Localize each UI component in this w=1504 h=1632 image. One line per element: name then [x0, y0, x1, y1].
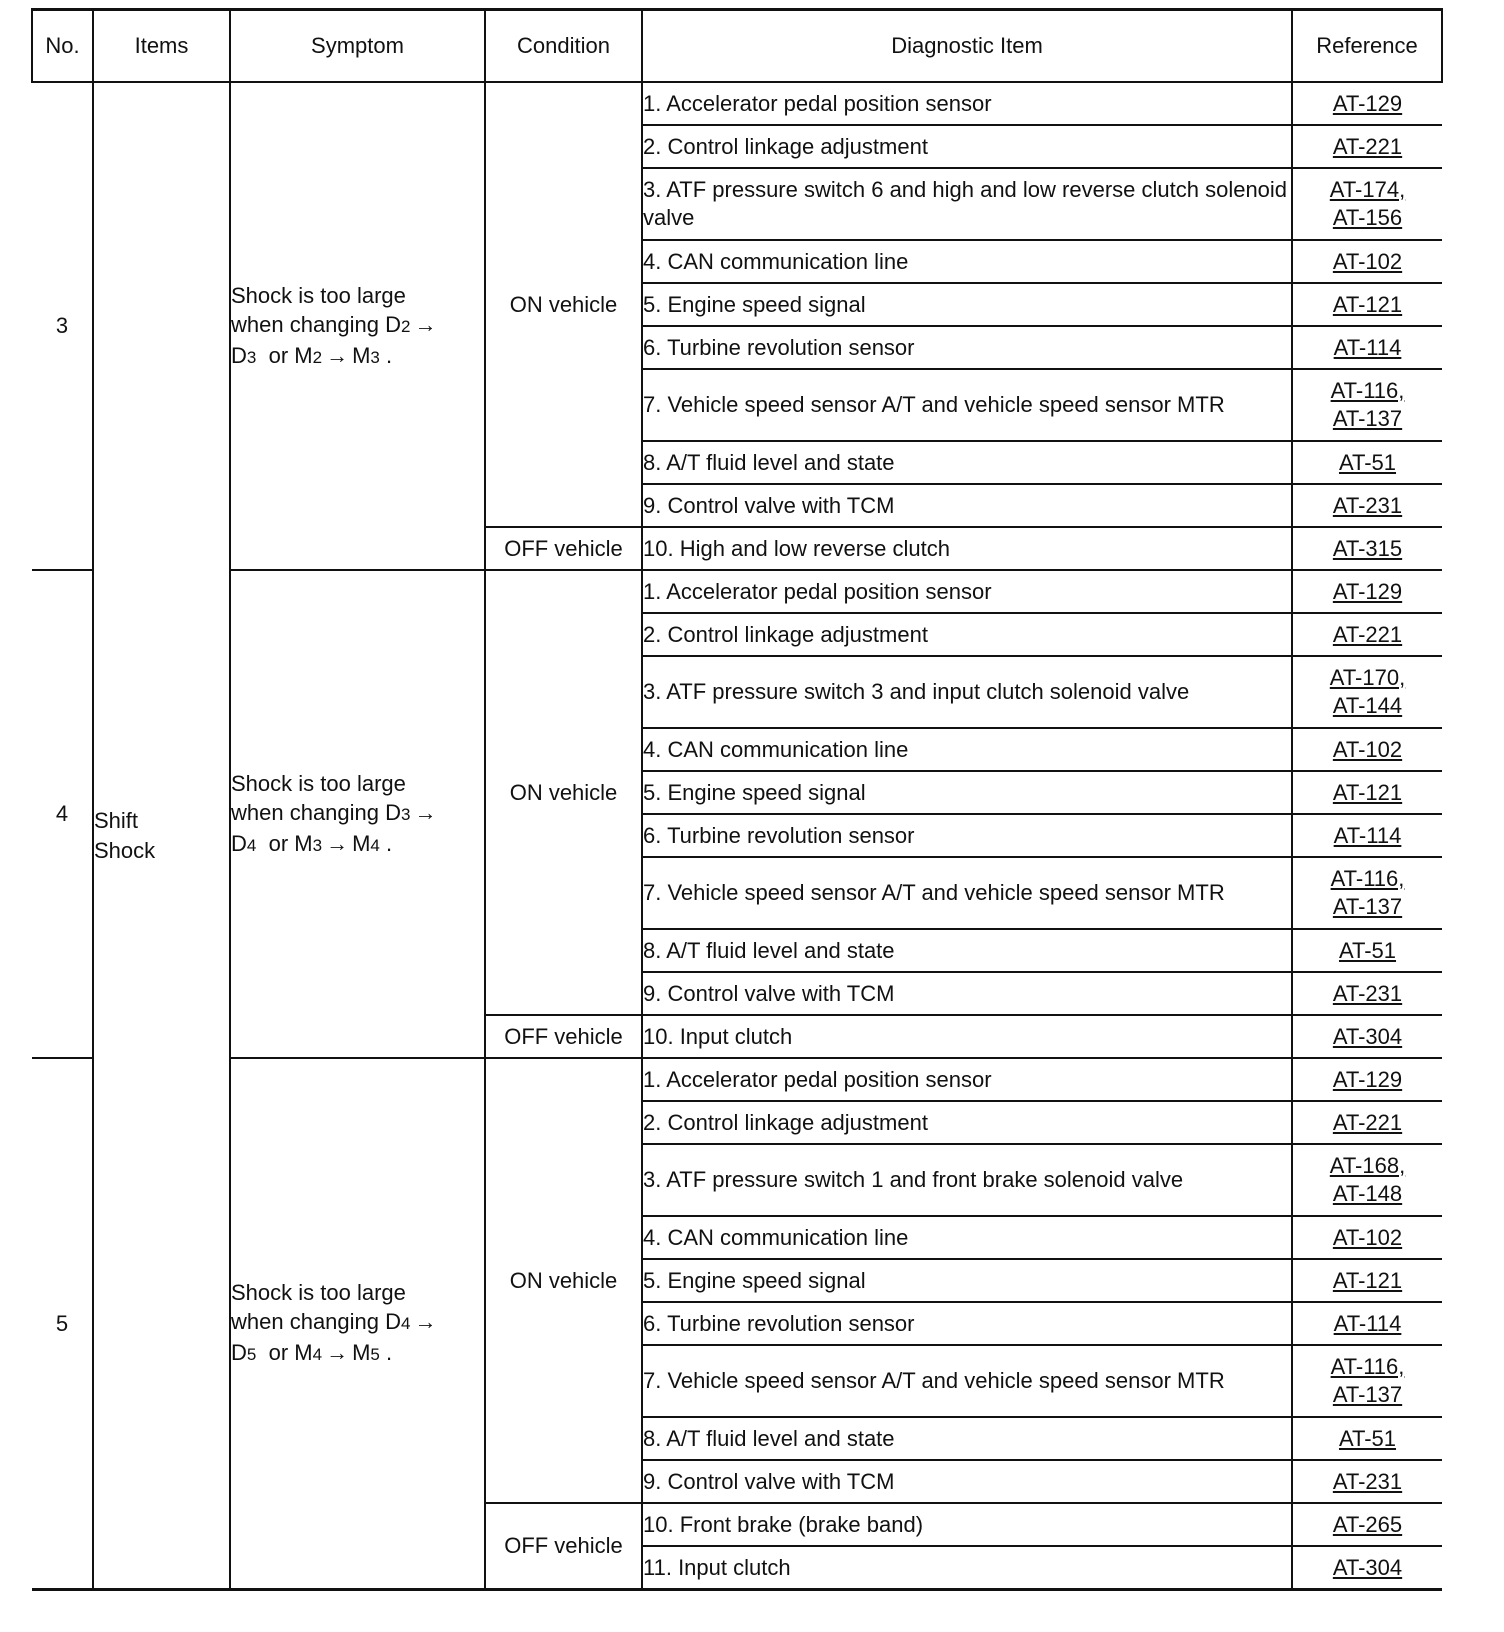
header-row — [32, 10, 1442, 83]
gear-sub: 4 — [246, 835, 257, 855]
diagnostic-item: 6. Turbine revolution sensor — [642, 326, 1292, 369]
reference-cell — [1292, 240, 1442, 283]
reference-link[interactable]: AT-221 — [1332, 133, 1403, 159]
diagnostic-item: 1. Accelerator pedal position sensor — [642, 82, 1292, 125]
reference-link[interactable]: AT-137 — [1332, 894, 1403, 919]
reference-link[interactable]: AT-121 — [1332, 779, 1403, 805]
diagnostic-item: 6. Turbine revolution sensor — [642, 814, 1292, 857]
items-label-line: Shock — [94, 837, 156, 863]
gear-sub: 3 — [246, 347, 257, 367]
reference-cell — [1292, 1460, 1442, 1503]
gear-sub: 4 — [401, 1314, 411, 1333]
symptom-prefix: when changing D — [231, 1309, 402, 1334]
reference-cell — [1292, 1302, 1442, 1345]
reference-cell — [1292, 1101, 1442, 1144]
reference-link[interactable]: AT-116, — [1330, 378, 1405, 403]
reference-link[interactable]: AT-114 — [1333, 1310, 1402, 1336]
reference-cell — [1292, 82, 1442, 125]
diagnostic-item: 9. Control valve with TCM — [642, 972, 1292, 1015]
reference-cell — [1292, 125, 1442, 168]
reference-link[interactable]: AT-148 — [1332, 1181, 1403, 1206]
reference-cell — [1292, 484, 1442, 527]
symptom-prefix: when changing D — [231, 311, 402, 337]
diagnostic-item: 5. Engine speed signal — [642, 1259, 1292, 1302]
gear-sub: 3 — [401, 804, 411, 824]
reference-link[interactable]: AT-102 — [1332, 248, 1403, 274]
table-row — [32, 82, 1442, 125]
diagnostic-item: 9. Control valve with TCM — [642, 1460, 1292, 1503]
reference-cell — [1292, 972, 1442, 1015]
gear-letter: M — [352, 342, 371, 368]
arrow-icon: → — [326, 1340, 349, 1365]
reference-link[interactable]: AT-51 — [1338, 937, 1397, 963]
table-row — [32, 570, 1442, 613]
header-items: Items — [93, 10, 230, 83]
condition-off-vehicle: OFF vehicle — [485, 1015, 642, 1058]
symptom-line-2 — [231, 798, 484, 829]
arrow-icon: → — [326, 342, 349, 368]
reference-cell — [1292, 1417, 1442, 1460]
reference-link[interactable]: AT-129 — [1332, 578, 1403, 604]
diagnostic-item: 3. ATF pressure switch 1 and front brake solenoid valve — [642, 1144, 1292, 1216]
gear-letter: D — [231, 830, 247, 856]
diagnostic-item: 4. CAN communication line — [642, 240, 1292, 283]
symptom-line-3 — [231, 1338, 484, 1369]
symptom-line-1: Shock is too large — [231, 770, 406, 796]
diagnostic-item: 4. CAN communication line — [642, 728, 1292, 771]
reference-link[interactable]: AT-116, — [1330, 866, 1405, 891]
reference-link[interactable]: AT-137 — [1332, 406, 1403, 431]
gear-letter: D — [231, 342, 247, 368]
reference-cell — [1292, 814, 1442, 857]
diagnostic-item: 8. A/T fluid level and state — [642, 1417, 1292, 1460]
symptom-or: or M — [268, 1340, 313, 1365]
items-cell — [93, 82, 230, 1590]
reference-link[interactable]: AT-304 — [1332, 1023, 1403, 1049]
reference-cell — [1292, 570, 1442, 613]
diagnostic-item: 7. Vehicle speed sensor A/T and vehicle speed sensor MTR — [642, 857, 1292, 929]
reference-cell — [1292, 929, 1442, 972]
reference-link[interactable]: AT-304 — [1332, 1554, 1403, 1580]
symptom-cell — [230, 82, 485, 570]
gear-sub: 4 — [312, 1345, 323, 1364]
reference-cell — [1292, 441, 1442, 484]
reference-link[interactable]: AT-315 — [1332, 535, 1403, 561]
arrow-icon: → — [414, 1309, 437, 1334]
symptom-line-2 — [231, 1307, 484, 1338]
reference-link[interactable]: AT-231 — [1332, 492, 1403, 518]
arrow-icon: → — [414, 311, 437, 337]
gear-sub: 3 — [312, 835, 323, 855]
diagnostic-item: 3. ATF pressure switch 6 and high and low reverse clutch solenoid valve — [642, 168, 1292, 240]
gear-sub: 2 — [401, 316, 411, 336]
reference-link[interactable]: AT-144 — [1332, 693, 1403, 718]
table-body — [32, 82, 1442, 1590]
reference-link[interactable]: AT-231 — [1332, 1468, 1403, 1494]
diagnostic-item: 10. Input clutch — [642, 1015, 1292, 1058]
diagnostic-item: 2. Control linkage adjustment — [642, 125, 1292, 168]
header-condition: Condition — [485, 10, 642, 83]
gear-sub: 4 — [370, 835, 380, 855]
reference-link[interactable]: AT-221 — [1332, 621, 1403, 647]
diagnosis-table — [31, 8, 1443, 1591]
header-diagnostic-item: Diagnostic Item — [642, 10, 1292, 83]
reference-link[interactable]: AT-168, — [1329, 1153, 1406, 1178]
condition-off-vehicle: OFF vehicle — [485, 527, 642, 570]
reference-cell — [1292, 168, 1442, 240]
diagnostic-item: 6. Turbine revolution sensor — [642, 1302, 1292, 1345]
reference-link[interactable]: AT-114 — [1333, 334, 1402, 360]
diagnostic-item: 5. Engine speed signal — [642, 771, 1292, 814]
condition-on-vehicle: ON vehicle — [485, 1058, 642, 1503]
symptom-line-1: Shock is too large — [231, 1280, 406, 1305]
symptom-cell — [230, 1058, 485, 1590]
gear-sub: 5 — [370, 1345, 380, 1364]
condition-off-vehicle: OFF vehicle — [485, 1503, 642, 1590]
reference-link[interactable]: AT-116, — [1330, 1354, 1405, 1379]
diagnostic-item: 10. High and low reverse clutch — [642, 527, 1292, 570]
symptom-or: or M — [268, 342, 313, 368]
reference-link[interactable]: AT-174, — [1329, 177, 1406, 202]
symptom-line-3 — [231, 341, 484, 372]
reference-cell — [1292, 527, 1442, 570]
diagnostic-item: 10. Front brake (brake band) — [642, 1503, 1292, 1546]
reference-link[interactable]: AT-265 — [1332, 1511, 1403, 1537]
reference-link[interactable]: AT-156 — [1332, 205, 1403, 230]
reference-link[interactable]: AT-129 — [1332, 1066, 1403, 1092]
symptom-end: . — [385, 342, 393, 368]
reference-link[interactable]: AT-170, — [1329, 665, 1406, 690]
reference-link[interactable]: AT-129 — [1332, 90, 1403, 116]
reference-cell — [1292, 1015, 1442, 1058]
symptom-line-3 — [231, 829, 484, 860]
diagnostic-item: 7. Vehicle speed sensor A/T and vehicle speed sensor MTR — [642, 1345, 1292, 1417]
arrow-icon: → — [326, 830, 349, 856]
reference-cell — [1292, 728, 1442, 771]
table-row — [32, 1058, 1442, 1101]
reference-link[interactable]: AT-137 — [1332, 1382, 1403, 1407]
reference-link[interactable]: AT-121 — [1332, 291, 1403, 317]
diagnostic-item: 11. Input clutch — [642, 1546, 1292, 1590]
reference-cell — [1292, 326, 1442, 369]
symptom-cell — [230, 570, 485, 1058]
header-reference: Reference — [1292, 10, 1442, 83]
row-number: 5 — [32, 1058, 93, 1590]
symptom-line-2 — [231, 310, 484, 341]
reference-cell — [1292, 1058, 1442, 1101]
diagnostic-item: 8. A/T fluid level and state — [642, 929, 1292, 972]
gear-letter: M — [352, 830, 371, 856]
diagnostic-item: 1. Accelerator pedal position sensor — [642, 570, 1292, 613]
diagnostic-item: 2. Control linkage adjustment — [642, 1101, 1292, 1144]
reference-cell — [1292, 1546, 1442, 1590]
diagnostic-item: 8. A/T fluid level and state — [642, 441, 1292, 484]
reference-cell — [1292, 1345, 1442, 1417]
reference-cell — [1292, 369, 1442, 441]
reference-cell — [1292, 613, 1442, 656]
condition-on-vehicle: ON vehicle — [485, 570, 642, 1015]
reference-link[interactable]: AT-51 — [1338, 1425, 1397, 1451]
symptom-line-1: Shock is too large — [231, 282, 406, 308]
reference-link[interactable]: AT-102 — [1332, 1224, 1403, 1250]
reference-cell — [1292, 1216, 1442, 1259]
header-symptom: Symptom — [230, 10, 485, 83]
items-label-line: Shift — [94, 807, 139, 833]
reference-cell — [1292, 656, 1442, 728]
diagnostic-item: 9. Control valve with TCM — [642, 484, 1292, 527]
gear-sub: 5 — [246, 1345, 257, 1364]
row-number: 4 — [32, 570, 93, 1058]
gear-sub: 2 — [312, 347, 323, 367]
reference-link[interactable]: AT-51 — [1338, 449, 1397, 475]
symptom-end: . — [385, 1340, 393, 1365]
gear-letter: M — [352, 1340, 371, 1365]
reference-link[interactable]: AT-114 — [1333, 822, 1402, 848]
condition-on-vehicle: ON vehicle — [485, 82, 642, 527]
symptom-end: . — [385, 830, 393, 856]
reference-link[interactable]: AT-102 — [1332, 736, 1403, 762]
diagnostic-item: 3. ATF pressure switch 3 and input clutch solenoid valve — [642, 656, 1292, 728]
symptom-prefix: when changing D — [231, 799, 402, 825]
reference-cell — [1292, 1503, 1442, 1546]
reference-link[interactable]: AT-221 — [1332, 1109, 1403, 1135]
diagnostic-item: 7. Vehicle speed sensor A/T and vehicle speed sensor MTR — [642, 369, 1292, 441]
reference-cell — [1292, 1144, 1442, 1216]
reference-link[interactable]: AT-231 — [1332, 980, 1403, 1006]
diagnostic-item: 4. CAN communication line — [642, 1216, 1292, 1259]
gear-letter: D — [231, 1340, 247, 1365]
row-number: 3 — [32, 82, 93, 570]
reference-cell — [1292, 857, 1442, 929]
gear-sub: 3 — [370, 347, 380, 367]
reference-link[interactable]: AT-121 — [1332, 1267, 1403, 1293]
diagnostic-item: 1. Accelerator pedal position sensor — [642, 1058, 1292, 1101]
arrow-icon: → — [414, 799, 437, 825]
reference-cell — [1292, 1259, 1442, 1302]
diagnostic-item: 5. Engine speed signal — [642, 283, 1292, 326]
reference-cell — [1292, 771, 1442, 814]
symptom-or: or M — [268, 830, 313, 856]
header-no: No. — [32, 10, 93, 83]
reference-cell — [1292, 283, 1442, 326]
diagnostic-item: 2. Control linkage adjustment — [642, 613, 1292, 656]
